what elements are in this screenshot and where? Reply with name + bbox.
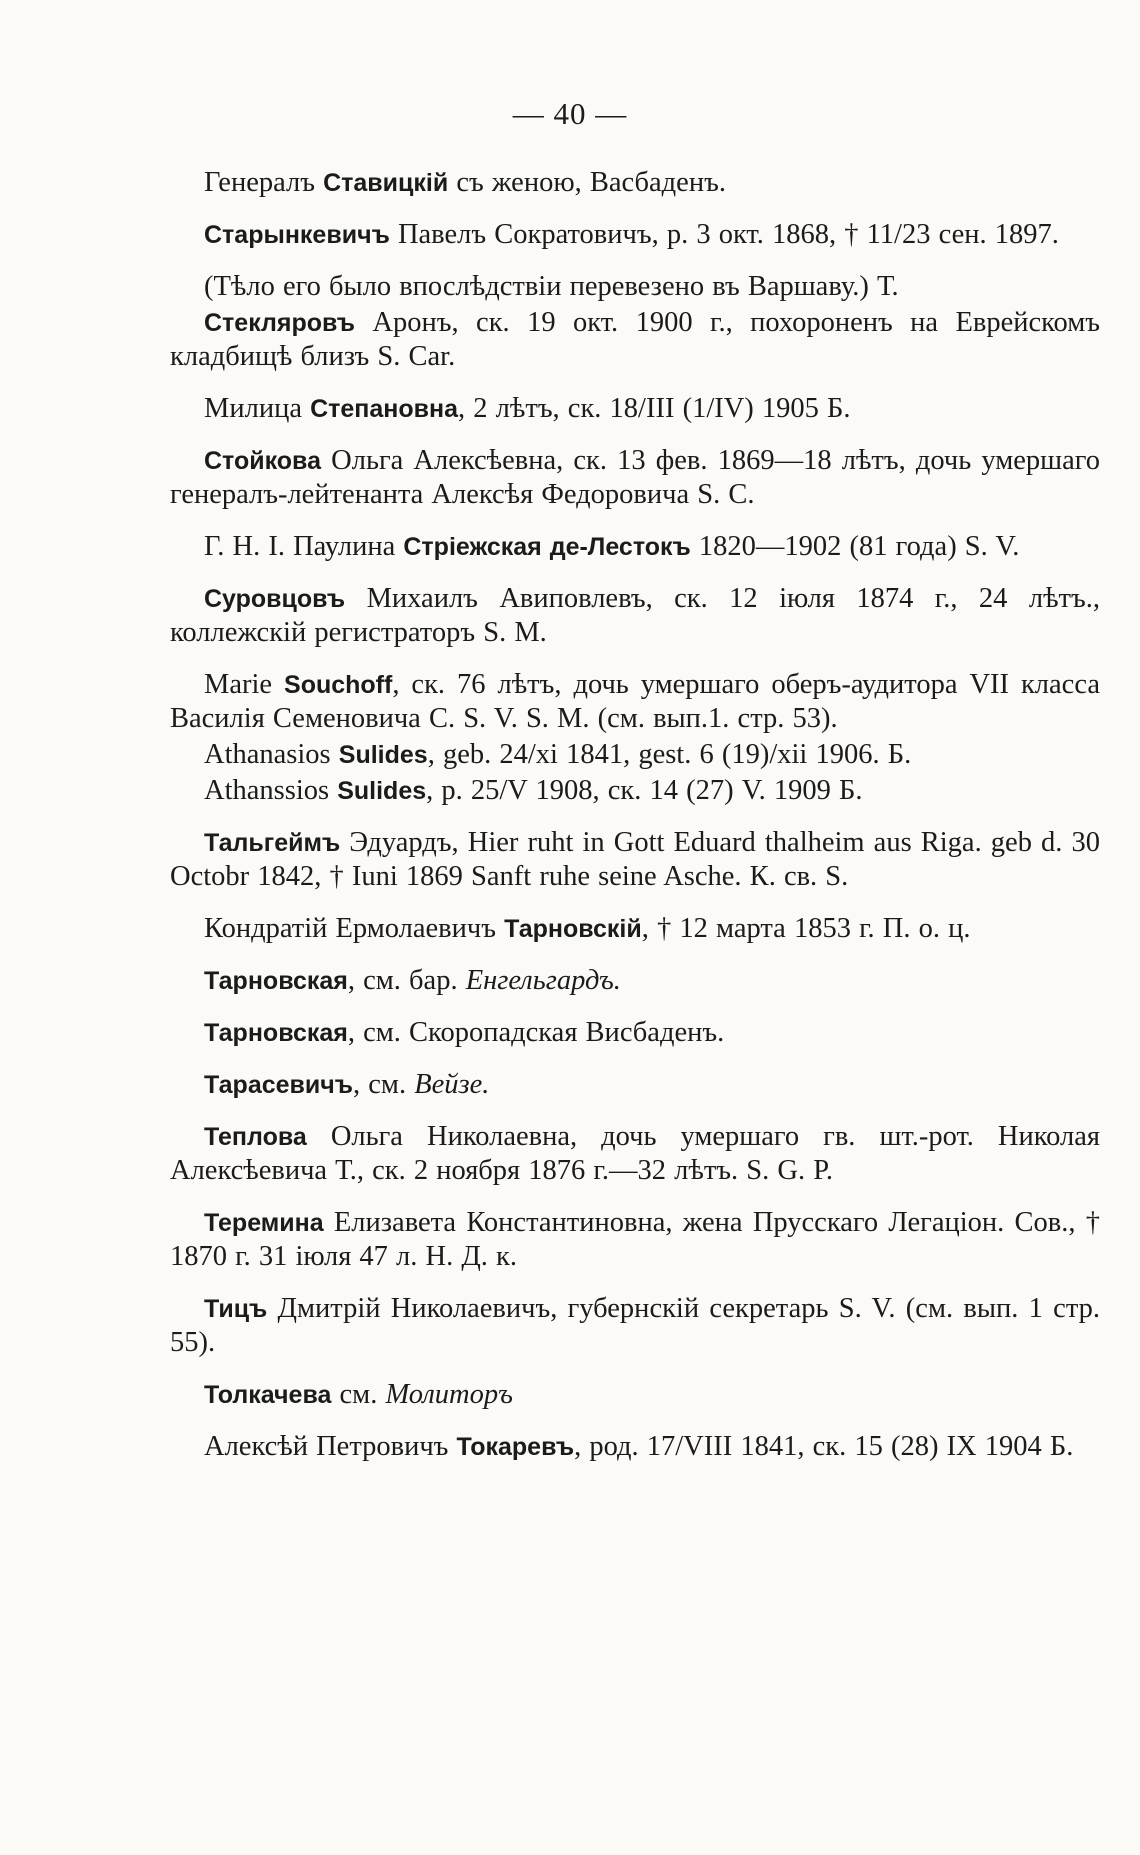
- entry-text: , 2 лѣтъ, ск. 18/III (1/IV) 1905 Б.: [458, 393, 851, 424]
- entry-text: Павелъ Сократовичъ, р. 3 окт. 1868, † 11/23 сен. 1897.: [389, 219, 1059, 250]
- entry-surname: Тальгеймъ: [204, 829, 341, 857]
- entry-text: Аронъ, ск. 19 окт. 1900 г., похороненъ на Еврейскомъ кладбищѣ близъ S. Car.: [170, 307, 1100, 372]
- entry-surname: Тарасевичъ: [204, 1071, 354, 1099]
- register-entry: [170, 1068, 1100, 1102]
- entry-text: , geb. 24/xi 1841, gest. 6 (19)/xii 1906. Б.: [427, 739, 912, 770]
- entry-surname: Токаревъ: [456, 1433, 575, 1461]
- entry-text: Ольга Алексѣевна, ск. 13 фев. 1869—18 лѣтъ, дочь умершаго генералъ-лейтенанта Алексѣя Федоровича S. C.: [170, 445, 1100, 510]
- register-entry: [170, 392, 1100, 426]
- register-entry: [170, 1016, 1100, 1050]
- entry-text: , род. 17/VIII 1841, ск. 15 (28) IX 1904 Б.: [574, 1431, 1074, 1462]
- register-entry: [170, 826, 1100, 894]
- entry-surname: Тарновская: [204, 1019, 348, 1047]
- entry-text: Athanssios: [204, 775, 338, 806]
- register-entry: [170, 1292, 1100, 1360]
- entry-surname: Суровцовъ: [204, 585, 346, 613]
- register-entry: [170, 912, 1100, 946]
- register-entry: [170, 166, 1100, 200]
- entry-surname: Ставицкій: [323, 169, 449, 197]
- entry-reference: Молиторъ: [385, 1379, 513, 1410]
- entry-surname: Теплова: [204, 1123, 307, 1151]
- entry-text: Г. Н. І. Паулина: [204, 531, 404, 562]
- entry-surname: Стойкова: [204, 447, 322, 475]
- entry-surname: Тарновская: [204, 967, 348, 995]
- entry-surname: Стріежская де-Лестокъ: [403, 533, 691, 561]
- register-entry: [170, 218, 1100, 252]
- register-entry: [170, 582, 1100, 650]
- entry-surname: Степановна: [310, 395, 459, 423]
- entry-text: Елизавета Константиновна, жена Прусскаго Легаціон. Сов., † 1870 г. 31 іюля 47 л. Н. Д. к.: [170, 1207, 1100, 1272]
- entry-surname: Тарновскій: [504, 915, 642, 943]
- entry-text: Михаилъ Авиповлевъ, ск. 12 іюля 1874 г., 24 лѣтъ., коллежскій регистраторъ S. M.: [170, 583, 1100, 648]
- entry-text: Athanasios: [204, 739, 339, 770]
- entry-surname: Стекляровъ: [204, 309, 356, 337]
- register-entry: [170, 306, 1100, 374]
- entry-text: Кондратій Ермолаевичъ: [204, 913, 505, 944]
- entry-text: Marie: [204, 669, 285, 700]
- register-entry: [170, 738, 1100, 772]
- entry-text: Дмитрій Николаевичъ, губернскій секретарь S. V. (см. вып. 1 стр. 55).: [170, 1293, 1100, 1358]
- entry-text: , см. Скоропадская Висбаденъ.: [347, 1017, 725, 1048]
- register-entry: [170, 774, 1100, 808]
- entry-surname: Теремина: [204, 1209, 324, 1237]
- entry-text: , р. 25/V 1908, ск. 14 (27) V. 1909 Б.: [426, 775, 863, 806]
- page-number: — 40 —: [512, 96, 628, 131]
- register-entry: [170, 270, 1100, 304]
- entry-text: 1820—1902 (81 года) S. V.: [690, 531, 1020, 562]
- entry-text: , † 12 марта 1853 г. П. о. ц.: [641, 913, 971, 944]
- entry-reference: Вейзе.: [414, 1069, 490, 1100]
- entries-list: [170, 166, 1100, 1482]
- entry-text: съ женою, Васбаденъ.: [448, 167, 726, 198]
- entry-text: см.: [331, 1379, 386, 1410]
- entry-reference: Енгельгардъ.: [465, 965, 621, 996]
- register-entry: [170, 964, 1100, 998]
- entry-surname: Sulides: [337, 777, 427, 805]
- entry-text: Алексѣй Петровичъ: [204, 1431, 457, 1462]
- entry-surname: Старынкевичъ: [204, 221, 390, 249]
- entry-surname: Тицъ: [204, 1295, 268, 1323]
- entry-surname: Souchoff: [284, 671, 393, 699]
- entry-surname: Толкачева: [204, 1381, 332, 1409]
- register-entry: [170, 1378, 1100, 1412]
- entry-text: , см. бар.: [347, 965, 466, 996]
- register-entry: [170, 530, 1100, 564]
- register-entry: [170, 1206, 1100, 1274]
- register-entry: [170, 1430, 1100, 1464]
- register-entry: [170, 444, 1100, 512]
- entry-text: Милица: [204, 393, 311, 424]
- entry-text: Генералъ: [204, 167, 324, 198]
- register-entry: [170, 1120, 1100, 1188]
- entry-text: (Тѣло его было впослѣдствіи перевезено въ Варшаву.) Т.: [204, 271, 899, 302]
- entry-text: Ольга Николаевна, дочь умершаго гв. шт.-рот. Николая Алексѣевича Т., ск. 2 ноября 1876 г.—32 лѣтъ. S. G. P.: [170, 1121, 1100, 1186]
- register-entry: [170, 668, 1100, 736]
- entry-text: , ск. 76 лѣтъ, дочь умершаго оберъ-аудитора VII класса Василія Семеновича С. S. V. S. M. (см. вып.1. стр. 53).: [170, 669, 1100, 734]
- entry-text: Эдуардъ, Hier ruht in Gott Eduard thalheim aus Riga. geb d. 30 Octobr 1842, † Iuni 1869 Sanft ruhe seine Asche. К. св. S.: [170, 827, 1100, 892]
- entry-text: , см.: [353, 1069, 415, 1100]
- entry-surname: Sulides: [338, 741, 428, 769]
